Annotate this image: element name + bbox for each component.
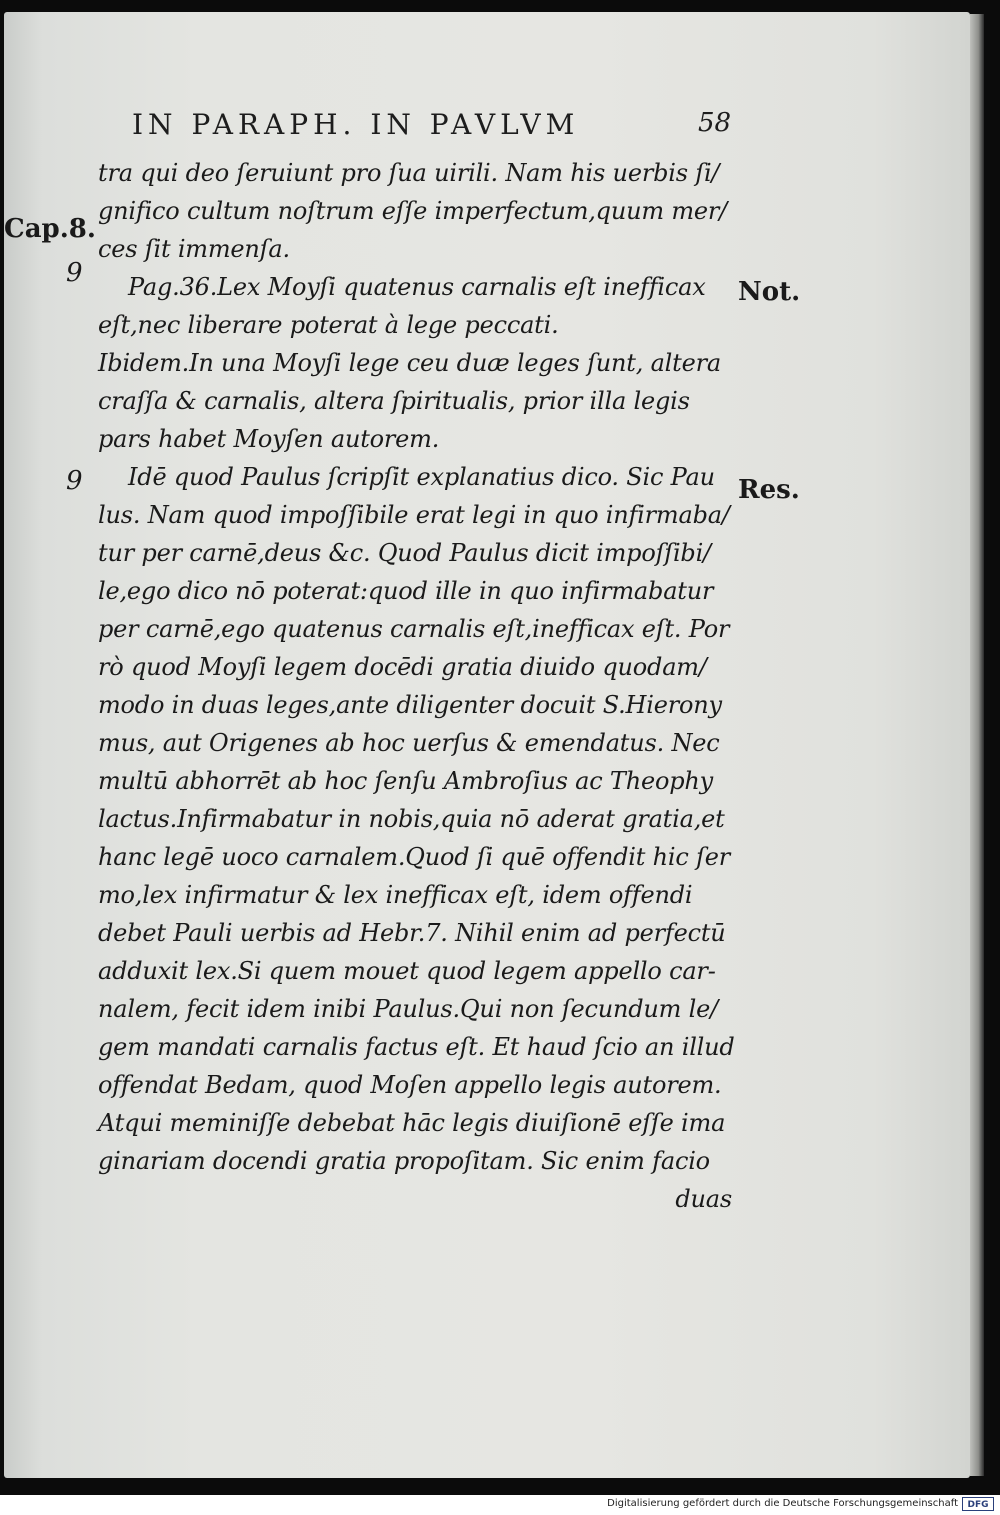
text-line: modo in duas leges,ante diligenter docuit S.Hierony (98, 691, 722, 719)
text-line: gnifico cultum noſtrum eſſe imperfectum,quum mer/ (98, 197, 728, 225)
text-line: mus, aut Origenes ab hoc uerſus & emendatus. Nec (98, 729, 720, 757)
text-line: ces ſit immenſa. (98, 235, 290, 263)
page-edge (970, 14, 984, 1476)
text-line: per carnē,ego quatenus carnalis eſt,inefficax eſt. Por (98, 615, 730, 643)
text-line: lus. Nam quod impoſſibile erat legi in quo infirmaba/ (98, 501, 730, 529)
text-line: mo,lex infirmatur & lex inefficax eſt, idem offendi (98, 881, 693, 909)
text-line: pars habet Moyſen autorem. (98, 425, 440, 453)
text-line: lactus.Infirmabatur in nobis,quia nō aderat gratia,et (98, 805, 725, 833)
text-line: rò quod Moyſi legem docēdi gratia diuido quodam/ (98, 653, 707, 681)
text-line: nalem, fecit idem inibi Paulus.Qui non ſecundum le/ (98, 995, 718, 1023)
text-line: le,ego dico nō poterat:quod ille in quo infirmabatur (98, 577, 714, 605)
text-line: Pag.36.Lex Moyſi quatenus carnalis eſt inefficax (128, 273, 706, 301)
text-line: debet Pauli uerbis ad Hebr.7. Nihil enim ad perfectū (98, 919, 726, 947)
text-line: hanc legē uoco carnalem.Quod ſi quē offendit hic ſer (98, 843, 731, 871)
margin-note-verse-9-second: 9 (66, 466, 83, 496)
margin-note-chapter: Cap.8. (4, 214, 96, 244)
text-line: Ibidem.In una Moyſi lege ceu duæ leges ſunt, altera (98, 349, 721, 377)
text-line: tur per carnē,deus &c. Quod Paulus dicit impoſſibi/ (98, 539, 711, 567)
text-line: Idē quod Paulus ſcripſit explanatius dico. Sic Pau (128, 463, 715, 491)
text-line: gem mandati carnalis factus eſt. Et haud ſcio an illud (98, 1033, 735, 1061)
dfg-logo: DFG (962, 1497, 994, 1511)
text-line: multū abhorrēt ab hoc ſenſu Ambroſius ac Theophy (98, 767, 714, 795)
margin-note-res: Res. (738, 475, 800, 505)
running-head: IN PARAPH. IN PAVLVM (132, 108, 580, 141)
text-line: adduxit lex.Si quem mouet quod legem appello car- (98, 957, 716, 985)
text-line: offendat Bedam, quod Moſen appello legis autorem. (98, 1071, 722, 1099)
body-text (98, 154, 738, 1218)
catchword: duas (675, 1185, 732, 1213)
text-line: ginariam docendi gratia propoſitam. Sic enim facio (98, 1147, 710, 1175)
page-number: 58 (698, 108, 732, 138)
margin-note-not: Not. (738, 277, 801, 307)
text-line: tra qui deo ſeruiunt pro ſua uirili. Nam his uerbis ſi/ (98, 159, 720, 187)
text-line: eſt,nec liberare poterat à lege peccati. (98, 311, 559, 339)
margin-note-verse-9: 9 (66, 258, 83, 288)
text-line: craſſa & carnalis, altera ſpiritualis, prior illa legis (98, 387, 690, 415)
funding-credit: Digitalisierung gefördert durch die Deutsche Forschungsgemeinschaft (607, 1498, 958, 1509)
text-line: Atqui meminiſſe debebat hāc legis diuiſionē eſſe ima (98, 1109, 726, 1137)
page-header (132, 108, 742, 148)
footer-bar (0, 1495, 1000, 1515)
